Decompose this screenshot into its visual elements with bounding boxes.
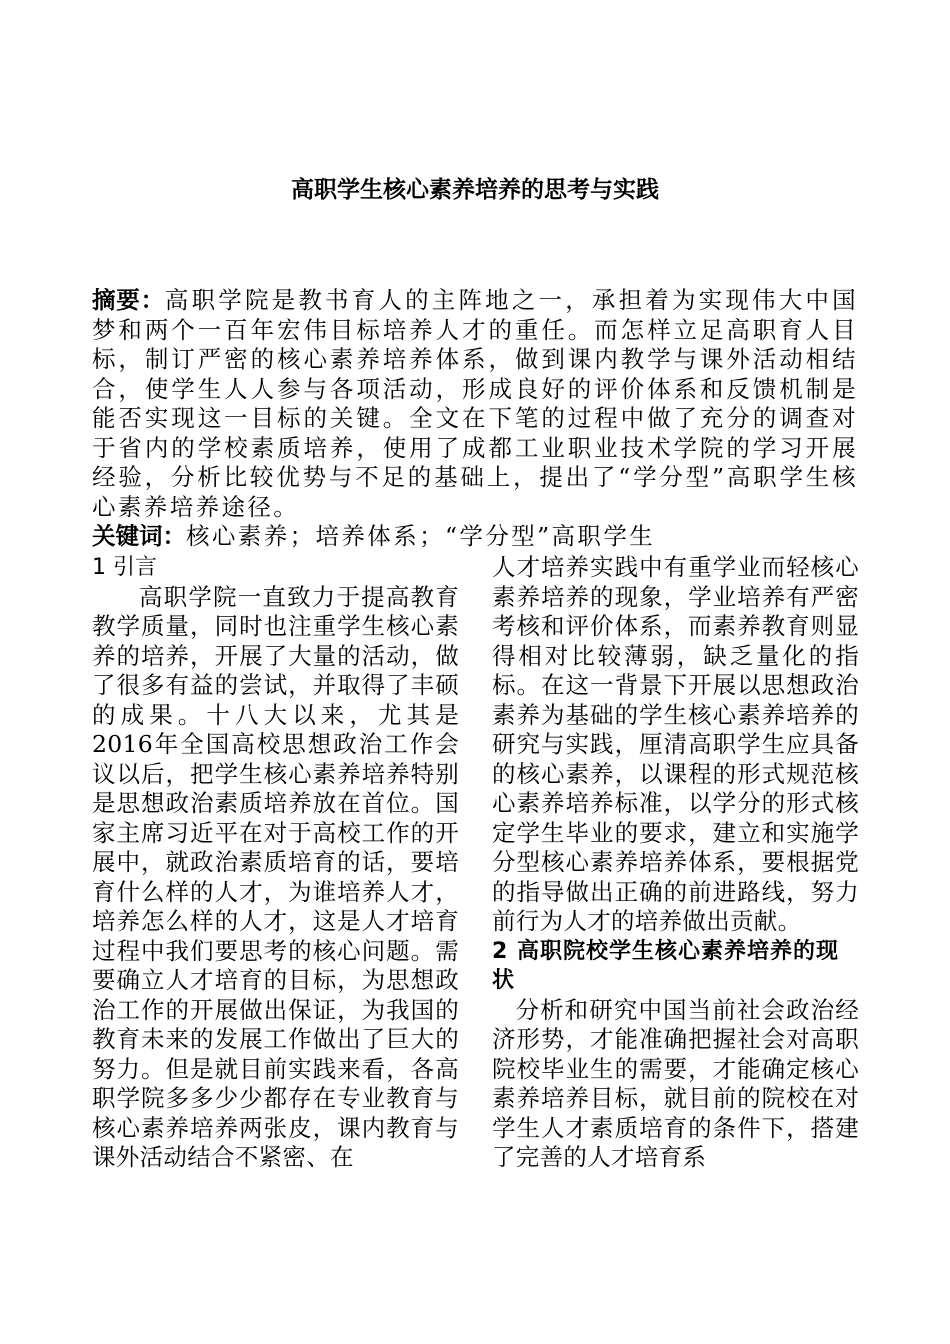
- section-1-paragraph: 高职学院一直致力于提高教育教学质量，同时也注重学生核心素养的培养，开展了大量的活动，做了很多有益的尝试，并取得了丰硕的成果。十八大以来，尤其是2016年全国高校思想政治工作会议以后，把学生核心素养培养特别是思想政治素质培养放在首位。国家主席习近平在对于高校工作的开展中，就政治素质培育的话，要培育什么样的人才，为谁培养人才，培养怎么样的人才，这是人才培育过程中我们要思考的核心问题。需要确立人才培育的目标，为思想政治工作的开展做出保证，为我国的教育未来的发展工作做出了巨大的努力。但是就目前实践来看，各高职学院多多少少都存在专业教育与核心素养培养两张皮，课内教育与课外活动结合不紧密、在: [92, 582, 459, 1171]
- section-1-continuation: 人才培养实践中有重学业而轻核心素养培养的现象，学业培养有严密考核和评价体系，而素养教育则显得相对比较薄弱，缺乏量化的指标。在这一背景下开展以思想政治素养为基础的学生核心素养培养的研究与实践，厘清高职学生应具备的核心素养，以课程的形式规范核心素养培养标准，以学分的形式核定学生毕业的要求，建立和实施学分型核心素养培养体系，要根据党的指导做出正确的前进路线，努力前行为人才的培养做出贡献。: [492, 553, 859, 935]
- keywords-label: 关键词：: [92, 522, 186, 550]
- keywords-text: 核心素养；培养体系；“学分型”高职学生: [186, 522, 656, 550]
- section-1-heading: 1 引言: [92, 555, 157, 580]
- section-2-heading: 2 高职院校学生核心素养培养的现状: [492, 938, 839, 993]
- paper-title: 高职学生核心素养培养的思考与实践: [291, 177, 659, 203]
- left-column: [92, 553, 459, 1173]
- abstract-label: 摘要：: [92, 286, 165, 314]
- keywords: [92, 522, 858, 552]
- section-2-paragraph: 分析和研究中国当前社会政治经济形势，才能准确把握社会对高职院校毕业生的需要，才能确定核心素养培养目标，就目前的院校在对学生人才素质培育的条件下，搭建了完善的人才培育系: [492, 995, 859, 1171]
- abstract-text: 高职学院是教书育人的主阵地之一，承担着为实现伟大中国梦和两个一百年宏伟目标培养人才的重任。而怎样立足高职育人目标，制订严密的核心素养培养体系，做到课内教学与课外活动相结合，使学生人人参与各项活动，形成良好的评价体系和反馈机制是能否实现这一目标的关键。全文在下笔的过程中做了充分的调查对于省内的学校素质培养，使用了成都工业职业技术学院的学习开展经验，分析比较优势与不足的基础上，提出了“学分型”高职学生核心素养培养途径。: [92, 286, 859, 521]
- right-column: [492, 553, 859, 1173]
- abstract: [92, 286, 858, 522]
